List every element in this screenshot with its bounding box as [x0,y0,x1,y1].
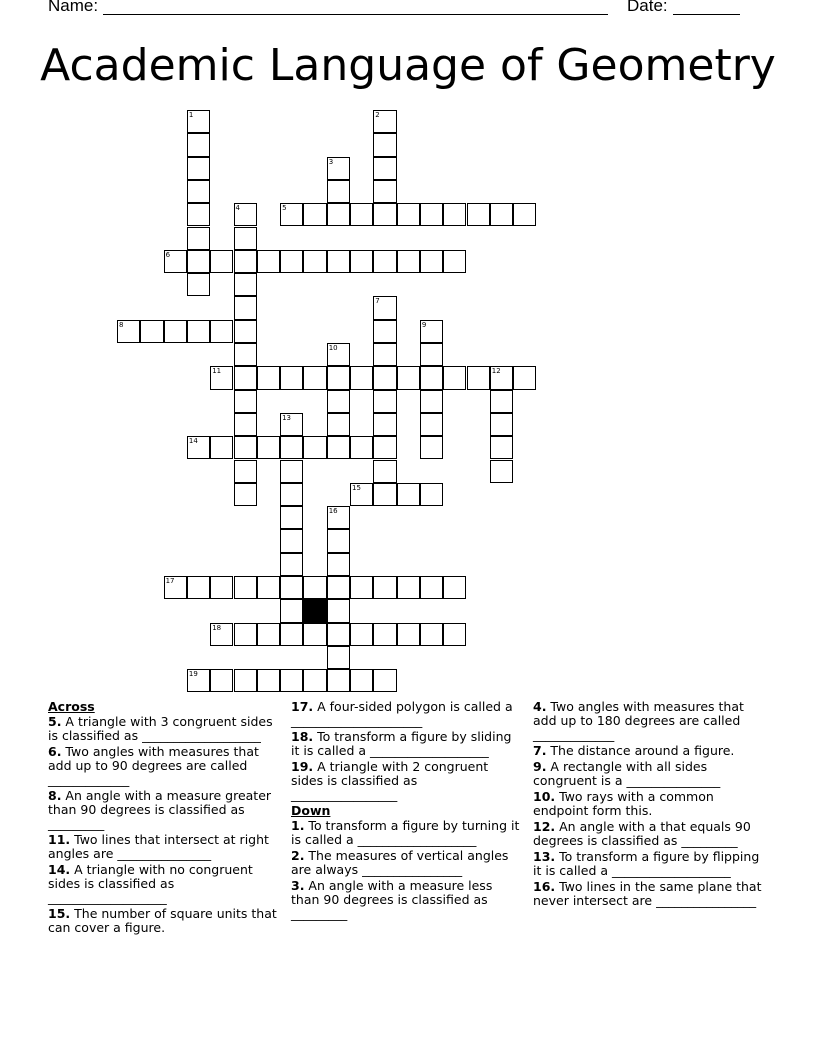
grid-cell[interactable] [373,366,396,389]
clue-text: Two lines that intersect at right angles are _______________ [48,832,269,861]
grid-cell[interactable] [327,366,350,389]
clue [533,760,763,788]
grid-cell[interactable] [373,460,396,483]
grid-cell[interactable] [350,669,373,692]
grid-cell[interactable] [373,133,396,156]
down-heading: Down [291,803,331,818]
clue-text: A triangle with 2 congruent sides is classified as _________________ [291,759,489,802]
grid-cell[interactable] [490,460,513,483]
clue-number: 16 [328,507,338,516]
clue-text: Two angles with measures that add up to 180 degrees are called _____________ [533,699,744,742]
grid-cell[interactable] [350,436,373,459]
grid-cell[interactable] [327,506,350,529]
grid-cell[interactable] [350,366,373,389]
clue-number: 14. [48,862,71,877]
clue-number: 11. [48,832,71,847]
clue-text: The number of square units that can cover a figure. [48,906,277,935]
clue-number: 10 [328,344,338,352]
clue [533,850,763,878]
grid-cell[interactable] [373,483,396,506]
clue-text: The measures of vertical angles are always ________________ [291,848,509,877]
grid-cell[interactable] [303,250,326,273]
clue [48,715,283,743]
grid-cell[interactable] [234,343,257,366]
clue-number: 8 [119,320,124,329]
grid-cell[interactable] [420,366,443,389]
clue-number: 3 [328,157,334,166]
grid-cell[interactable] [187,203,210,226]
grid-cell[interactable] [234,390,257,413]
clue-number: 17 [165,577,175,585]
grid-cell[interactable] [420,343,443,366]
grid-cell[interactable] [280,203,303,226]
clues-column-3 [533,700,763,910]
clue-number: 4 [235,204,240,213]
clue-number: 17. [291,699,314,714]
grid-cell[interactable] [164,576,187,599]
grid-cell[interactable] [443,623,466,646]
grid-cell[interactable] [187,320,210,343]
clue-text: Two lines in the same plane that never intersect are ________________ [533,879,762,908]
clue-number: 19. [291,759,314,774]
clue-text: An angle with a measure less than 90 degrees is classified as _________ [291,878,493,921]
clue-text: An angle with a measure greater than 90 degrees is classified as _________ [48,788,272,831]
grid-cell[interactable] [420,413,443,436]
clue-number: 15 [352,483,361,492]
grid-cell[interactable] [280,529,303,552]
clue-number: 7 [375,297,380,306]
clue [291,879,521,921]
clue-number: 8. [48,788,62,803]
grid-cell[interactable] [257,436,280,459]
clue-number: 3. [291,878,305,893]
grid-cell[interactable] [210,669,233,692]
black-cell [303,599,326,622]
name-label: Name: [48,0,99,15]
grid-cell[interactable] [373,390,396,413]
grid-cell[interactable] [373,669,396,692]
clue-text: A triangle with 3 congruent sides is classified as ___________________ [48,714,273,743]
clue [533,700,763,742]
grid-cell[interactable] [187,273,210,296]
grid-cell[interactable] [187,180,210,203]
grid-cell[interactable] [397,203,420,226]
clue [533,790,763,818]
clue-text: To transform a figure by flipping it is called a ___________________ [533,849,760,878]
grid-cell[interactable] [280,413,303,436]
clue-text: To transform a figure by sliding it is called a ___________________ [291,729,512,758]
grid-cell[interactable] [303,436,326,459]
grid-cell[interactable] [234,576,257,599]
grid-cell[interactable] [234,460,257,483]
grid-cell[interactable] [327,343,350,366]
clue [291,730,521,758]
grid-cell[interactable] [327,599,350,622]
grid-cell[interactable] [234,483,257,506]
grid-cell[interactable] [117,320,140,343]
grid-cell[interactable] [234,669,257,692]
grid-cell[interactable] [420,320,443,343]
clue-number: 19 [188,670,198,679]
grid-cell[interactable] [280,506,303,529]
clue-text: A triangle with no congruent sides is classified as ___________________ [48,862,253,905]
grid-cell[interactable] [280,576,303,599]
grid-cell[interactable] [234,623,257,646]
grid-cell[interactable] [234,413,257,436]
grid-cell[interactable] [187,250,210,273]
clue-number: 6. [48,744,62,759]
clue-text: Two rays with a common endpoint form this. [533,789,714,818]
grid-cell[interactable] [280,250,303,273]
clue [48,907,283,935]
grid-cell[interactable] [303,576,326,599]
grid-cell[interactable] [280,366,303,389]
clue-number: 16. [533,879,556,894]
grid-cell[interactable] [350,576,373,599]
clue-number: 1 [188,111,194,119]
grid-cell[interactable] [210,436,233,459]
grid-cell[interactable] [280,669,303,692]
grid-cell[interactable] [443,576,466,599]
clue [48,745,283,787]
clue-number: 10. [533,789,556,804]
grid-cell[interactable] [234,250,257,273]
grid-cell[interactable] [513,203,536,226]
grid-cell[interactable] [420,576,443,599]
clue-text: The distance around a figure. [546,743,735,758]
grid-cell[interactable] [443,366,466,389]
grid-cell[interactable] [490,413,513,436]
clue-number: 9. [533,759,547,774]
grid-cell[interactable] [234,227,257,250]
clue-number: 2. [291,848,305,863]
grid-cell[interactable] [397,483,420,506]
clue [48,863,283,905]
grid-cell[interactable] [303,623,326,646]
clue [291,700,521,728]
grid-cell[interactable] [327,180,350,203]
grid-cell[interactable] [513,366,536,389]
grid-cell[interactable] [234,436,257,459]
clue [291,760,521,802]
grid-cell[interactable] [327,203,350,226]
grid-cell[interactable] [373,110,396,133]
grid-cell[interactable] [443,250,466,273]
grid-cell[interactable] [373,157,396,180]
grid-cell[interactable] [327,157,350,180]
grid-cell[interactable] [327,250,350,273]
grid-cell[interactable] [280,553,303,576]
grid-cell[interactable] [327,669,350,692]
clue [291,849,521,877]
grid-cell[interactable] [420,436,443,459]
clue [291,819,521,847]
clues-column-2 [291,700,521,923]
grid-cell[interactable] [164,320,187,343]
grid-cell[interactable] [234,366,257,389]
clue-text: An angle with a that equals 90 degrees is classified as _________ [533,819,751,848]
grid-cell[interactable] [327,553,350,576]
grid-cell[interactable] [373,343,396,366]
grid-cell[interactable] [187,110,210,133]
grid-cell[interactable] [373,623,396,646]
grid-cell[interactable] [257,250,280,273]
grid-cell[interactable] [187,436,210,459]
grid-cell[interactable] [187,669,210,692]
grid-cell[interactable] [303,669,326,692]
grid-cell[interactable] [327,576,350,599]
clue [48,833,283,861]
clues-column-1 [48,700,283,937]
clue-number: 18. [291,729,314,744]
grid-cell[interactable] [373,436,396,459]
grid-cell[interactable] [303,366,326,389]
grid-cell[interactable] [490,366,513,389]
grid-cell[interactable] [280,483,303,506]
grid-cell[interactable] [140,320,163,343]
grid-cell[interactable] [327,646,350,669]
grid-cell[interactable] [467,203,490,226]
grid-cell[interactable] [234,203,257,226]
grid-cell[interactable] [420,250,443,273]
clue-number: 9 [421,320,427,329]
grid-cell[interactable] [234,320,257,343]
grid-cell[interactable] [420,483,443,506]
grid-cell[interactable] [397,576,420,599]
grid-cell[interactable] [164,250,187,273]
grid-cell[interactable] [257,669,280,692]
grid-cell[interactable] [210,250,233,273]
grid-cell[interactable] [210,623,233,646]
clue-text: A four-sided polygon is called a _____________________ [291,699,513,728]
clue-number: 5 [282,204,287,213]
clue-number: 13 [282,413,292,422]
grid-cell[interactable] [280,460,303,483]
clue-number: 5. [48,714,62,729]
grid-cell[interactable] [327,390,350,413]
date-label: Date: [627,0,668,15]
grid-cell[interactable] [327,623,350,646]
clue-number: 15. [48,906,71,921]
grid-cell[interactable] [373,180,396,203]
grid-cell[interactable] [373,576,396,599]
clue-number: 12. [533,819,556,834]
grid-cell[interactable] [490,203,513,226]
clue-number: 18 [212,623,222,632]
grid-cell[interactable] [373,250,396,273]
clue-number: 14 [188,437,198,446]
grid-cell[interactable] [327,436,350,459]
grid-cell[interactable] [257,623,280,646]
grid-cell[interactable] [187,133,210,156]
grid-cell[interactable] [350,483,373,506]
clue-number: 7. [533,743,547,758]
clue-text: A rectangle with all sides congruent is a _______________ [533,759,721,788]
grid-cell[interactable] [373,320,396,343]
clue [533,744,763,758]
grid-cell[interactable] [187,227,210,250]
grid-cell[interactable] [327,413,350,436]
grid-cell[interactable] [443,203,466,226]
clue-number: 4. [533,699,547,714]
grid-cell[interactable] [187,576,210,599]
clue-number: 12 [491,367,501,376]
page-title: Academic Language of Geometry [40,40,776,91]
grid-cell[interactable] [280,623,303,646]
grid-cell[interactable] [350,250,373,273]
clue-text: To transform a figure by turning it is called a ___________________ [291,818,520,847]
grid-cell[interactable] [467,366,490,389]
grid-cell[interactable] [210,366,233,389]
grid-cell[interactable] [373,203,396,226]
grid-cell[interactable] [350,623,373,646]
grid-cell[interactable] [257,576,280,599]
grid-cell[interactable] [257,366,280,389]
grid-cell[interactable] [234,296,257,319]
grid-cell[interactable] [210,320,233,343]
clue-number: 2 [375,111,380,119]
grid-cell[interactable] [210,576,233,599]
across-heading: Across [48,699,95,714]
grid-cell[interactable] [280,599,303,622]
grid-cell[interactable] [234,273,257,296]
grid-cell[interactable] [490,390,513,413]
clue-number: 11 [212,367,222,376]
grid-cell[interactable] [397,623,420,646]
grid-cell[interactable] [327,529,350,552]
grid-cell[interactable] [420,203,443,226]
clue [48,789,283,831]
clue [533,820,763,848]
clue-number: 1. [291,818,305,833]
grid-cell[interactable] [420,390,443,413]
grid-cell[interactable] [303,203,326,226]
grid-cell[interactable] [490,436,513,459]
grid-cell[interactable] [420,623,443,646]
grid-cell[interactable] [350,203,373,226]
grid-cell[interactable] [280,436,303,459]
grid-cell[interactable] [187,157,210,180]
grid-cell[interactable] [373,296,396,319]
clue-number: 6 [165,250,171,259]
grid-cell[interactable] [373,413,396,436]
clue-text: Two angles with measures that add up to 90 degrees are called _____________ [48,744,259,787]
grid-cell[interactable] [397,250,420,273]
clue [533,880,763,908]
grid-cell[interactable] [397,366,420,389]
clue-number: 13. [533,849,556,864]
